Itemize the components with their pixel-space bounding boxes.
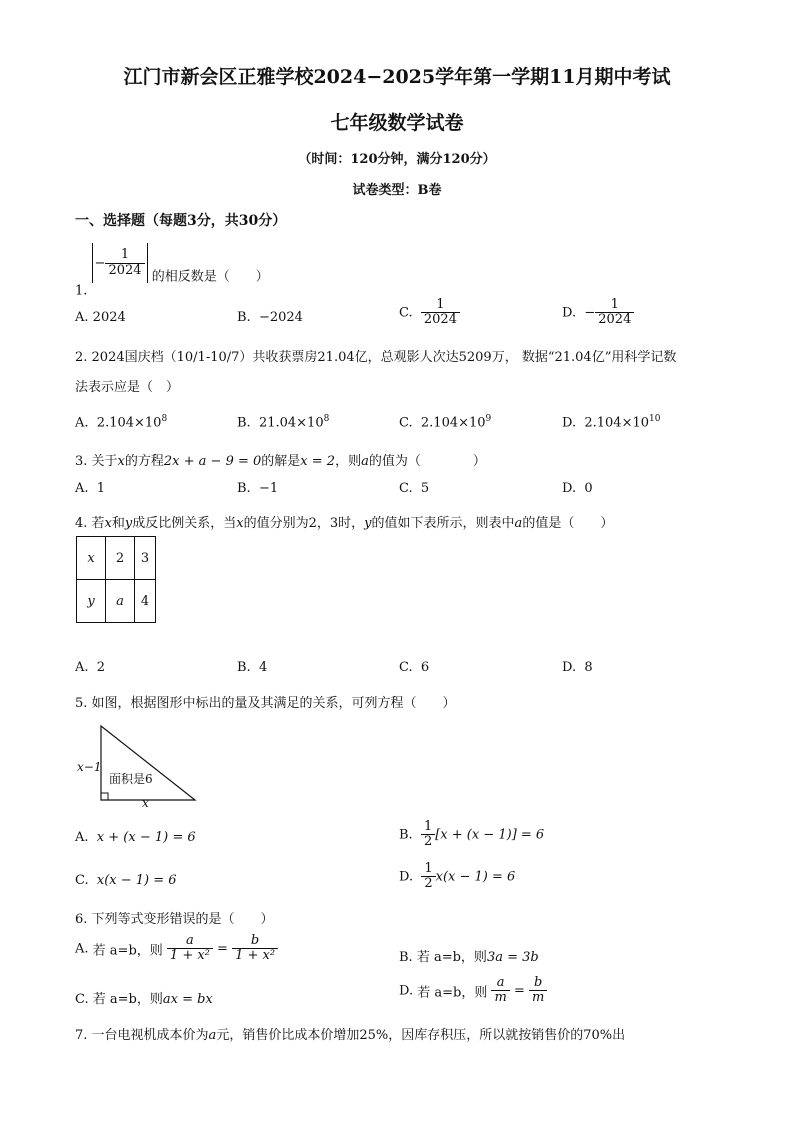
q2-option-d: D. $2.104\times 10^{10}$ (562, 414, 661, 431)
question-4: 4. 若x和y成反比例关系，当x的值分别为2，3时，y的值如下表所示，则表中a的值是（ ） (75, 516, 614, 531)
question-1 (75, 243, 269, 299)
table-cell: 4 (135, 580, 156, 623)
table-cell: a (106, 580, 135, 623)
question-7: 7. 一台电视机成本价为a元，销售价比成本价增加25%，因库存积压，所以就按销售价的70%出 (75, 1028, 626, 1043)
question-3: 3. 关于x的方程2x + a − 9 = 0的解是x = 2，则a的值为（ ） (75, 454, 486, 469)
q6-option-c: C. 若 a=b，则ax = bx (75, 992, 213, 1007)
question-6: 6. 下列等式变形错误的是（ ） (75, 912, 274, 927)
exam-subtitle: 七年级数学试卷 (330, 112, 464, 134)
q3-option-c: C. 5 (399, 481, 430, 496)
question-2-line2: 法表示应是（ ） (75, 380, 180, 395)
section-heading: 一、选择题（每题3分，共30分） (75, 213, 287, 229)
q3-option-b: B. −1 (237, 481, 279, 496)
q6-option-a: A. 若 a=b，则 $\frac{a}{\text{1 + x²}}$ = $\frac{b}{\text{1 + x²}}$ (75, 934, 278, 964)
q1-option-b: B. −2024 (237, 310, 303, 325)
paper-type: 试卷类型：B卷 (352, 183, 442, 198)
table-cell: x (77, 537, 106, 580)
table-cell: 3 (135, 537, 156, 580)
q1-option-c: C. $\frac{1}{2024}$ (399, 298, 460, 328)
table-cell: y (77, 580, 106, 623)
side-label: x−1 (77, 760, 102, 774)
q4-option-a: A. 2 (75, 660, 106, 675)
q6-option-b: B. 若 a=b，则3a = 3b (399, 950, 539, 965)
base-label: x (142, 796, 149, 810)
q1-suffix: 的相反数是（ ） (151, 269, 269, 285)
q4-value-table (76, 536, 156, 623)
q5-option-d: D. $\frac{1}{2}$ x(x − 1) = 6 (399, 861, 516, 892)
q1-den: 2024 (105, 263, 144, 278)
q3-option-a: A. 1 (75, 481, 106, 496)
q4-option-b: B. 4 (237, 660, 268, 675)
q5-option-b: B. $\frac{1}{2}$ [x + (x − 1)] = 6 (399, 819, 545, 850)
q2-option-a: A. $2.104\times 10^8$ (75, 414, 168, 431)
question-2-line1: 2. 2024国庆档（10/1-10/7）共收获票房21.04亿，总观影人次达5209万， 数据“21.04亿”用科学记数 (75, 350, 677, 365)
q3-option-d: D. 0 (562, 481, 593, 496)
q4-option-d: D. 8 (562, 660, 593, 675)
q1-option-d: D. − $\frac{1}{2024}$ (562, 298, 634, 328)
table-cell: 2 (106, 537, 135, 580)
q1-number: 1. (75, 283, 88, 299)
q1-absolute-value (92, 243, 148, 283)
q2-option-b: B. $21.04\times 10^8$ (237, 414, 330, 431)
time-info: （时间：120分钟，满分120分） (298, 152, 496, 167)
q2-option-c: C. $2.104\times 10^9$ (399, 414, 492, 431)
question-5: 5. 如图，根据图形中标出的量及其满足的关系，可列方程（ ） (75, 696, 456, 711)
q1-option-a: A. 2024 (75, 310, 126, 325)
exam-title: 江门市新会区正雅学校2024−2025学年第一学期11月期中考试 (123, 66, 671, 88)
q5-triangle-figure (75, 720, 205, 812)
q5-option-a: A. x + (x − 1) = 6 (75, 830, 196, 845)
q5-option-c: C. x(x − 1) = 6 (75, 873, 177, 888)
q1-minus: − (94, 255, 106, 271)
q4-option-c: C. 6 (399, 660, 430, 675)
q1-num: 1 (120, 247, 130, 263)
q6-option-d: D. 若 a=b，则 $\frac{a}{m}$ = $\frac{b}{m}$ (399, 976, 547, 1006)
table-row (77, 537, 156, 580)
table-row (77, 580, 156, 623)
area-label: 面积是6 (109, 772, 153, 786)
